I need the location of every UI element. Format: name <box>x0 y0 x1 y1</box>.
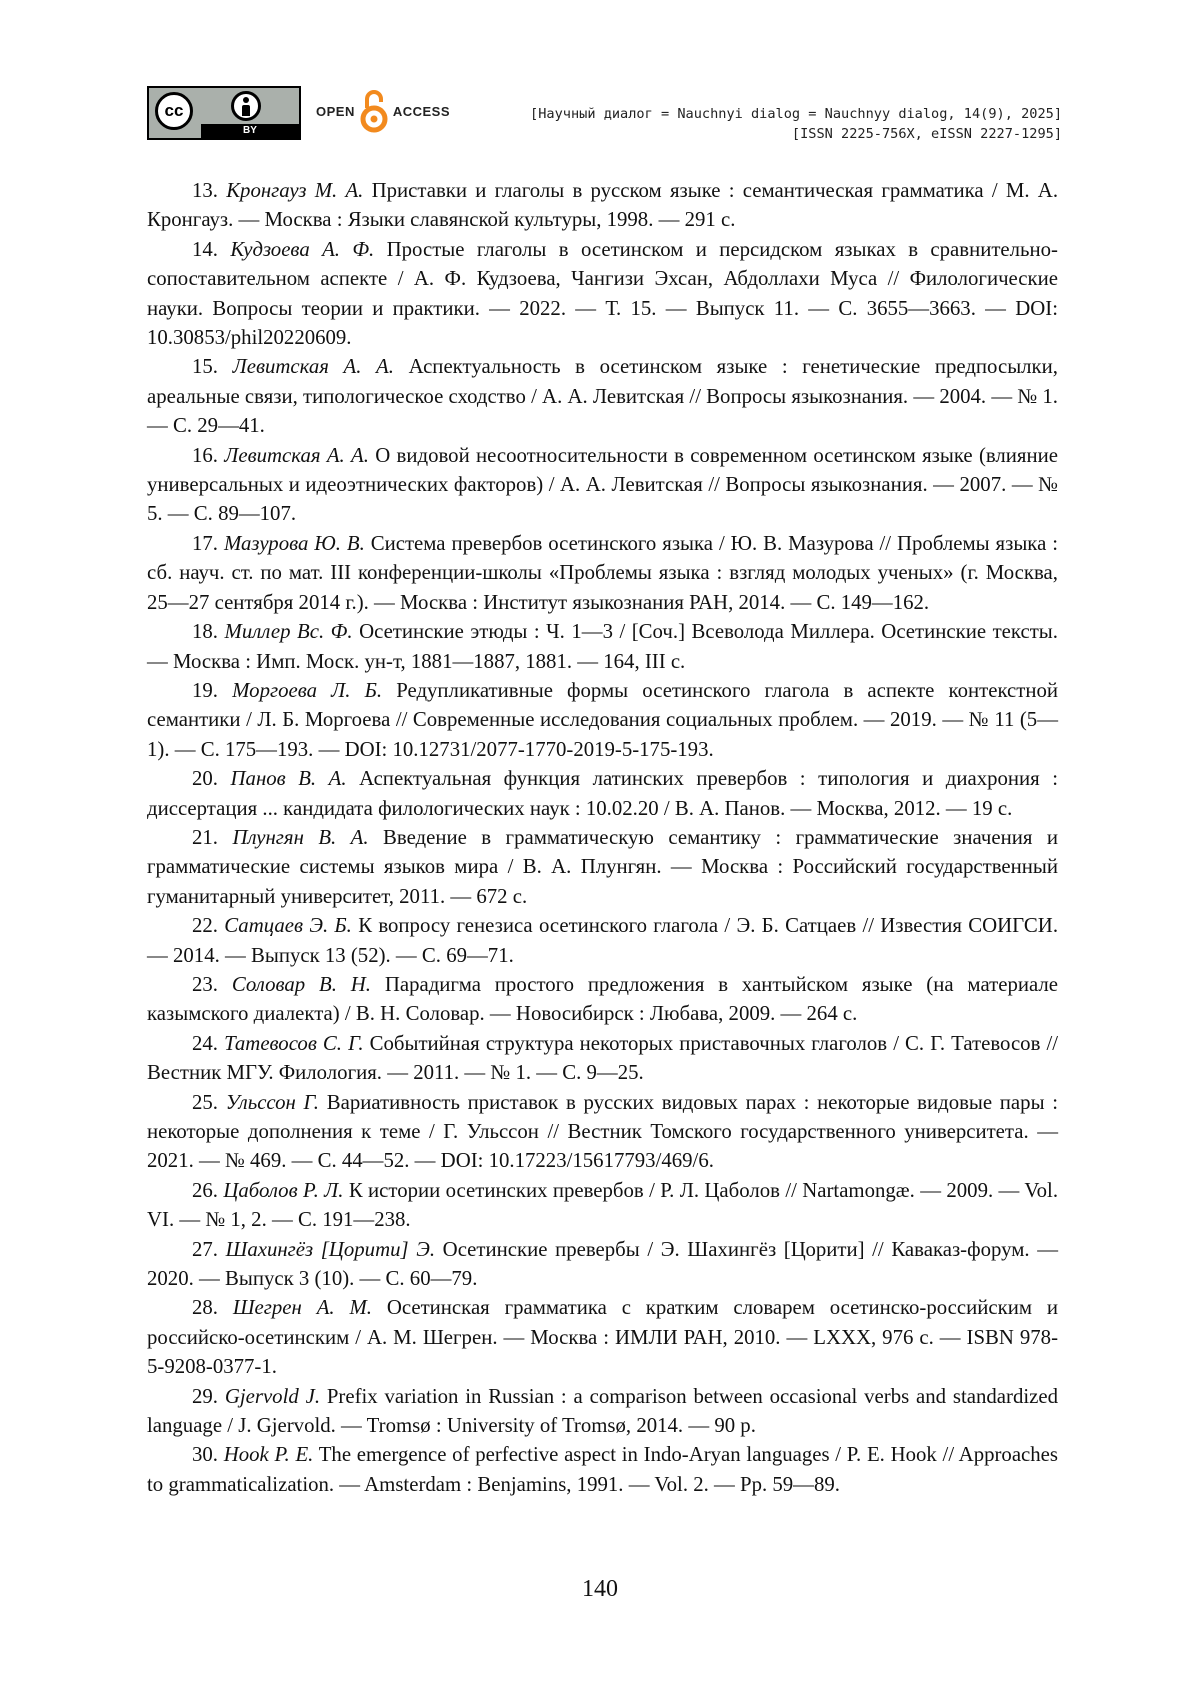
reference-number: 27. <box>192 1237 218 1261</box>
reference-text: Аспектуальность в осетинском языке : генетические предпосылки, ареальные связи, типологическое сходство / А. А. Левитская // Вопросы языкознания. — 2004. — № 1. — С. 29—41. <box>147 355 1058 438</box>
reference-author: Моргоева Л. Б. <box>232 678 383 702</box>
reference-item <box>147 1029 1058 1088</box>
reference-item <box>147 176 1058 235</box>
open-access-lock-icon <box>359 88 389 134</box>
reference-item <box>147 235 1058 353</box>
reference-item <box>147 823 1058 911</box>
reference-item <box>147 1235 1058 1294</box>
reference-author: Миллер Вс. Ф. <box>224 620 353 644</box>
reference-text: Prefix variation in Russian : a comparison between occasional verbs and standardized language / J. Gjervold. — Tromsø : University of Tromsø, 2014. — 90 p. <box>147 1384 1058 1438</box>
reference-author: Цаболов Р. Л. <box>223 1178 344 1202</box>
reference-number: 18. <box>192 620 218 644</box>
reference-author: Gjervold J. <box>224 1384 321 1408</box>
open-access-left-text: OPEN <box>316 103 355 119</box>
reference-author: Татевосов С. Г. <box>224 1031 364 1055</box>
by-label: BY <box>201 124 299 138</box>
reference-number: 13. <box>192 179 218 202</box>
reference-text: Парадигма простого предложения в хантыйском языке (на материале казымского диалекта) / В. Н. Соловар. — Новосибирск : Любава, 2009. — 264 с. <box>147 972 1059 1026</box>
reference-text: The emergence of perfective aspect in Indo-Aryan languages / P. E. Hook // Approaches to grammaticalization. — Amsterdam : Benjamins, 1991. — Vol. 2. — Pp. 59—89. <box>147 1443 1059 1496</box>
journal-citation-line-2: [ISSN 2225-756X, eISSN 2227-1295] <box>791 126 1062 142</box>
reference-number: 16. <box>192 443 218 467</box>
reference-number: 30. <box>192 1443 218 1467</box>
reference-author: Плунгян В. А. <box>232 825 369 849</box>
reference-number: 25. <box>192 1090 218 1114</box>
reference-text: Редупликативные формы осетинского глагола в аспекте контекстной семантики / Л. Б. Моргоева // Современные исследования социальных проблем. — 2019. — № 11 (5—1). — С. 175—193. — DOI: 10.12731/2077-1770-2019-5-175-193. <box>147 678 1059 761</box>
open-access-right-text: ACCESS <box>392 103 451 119</box>
cc-icon <box>155 92 193 130</box>
reference-item <box>147 1088 1058 1176</box>
reference-text: Осетинские этюды : Ч. 1—3 / [Соч.] Всеволода Миллера. Осетинские тексты. — Москва : Имп. Моск. ун-т, 1881—1887, 1881. — 164, III с. <box>147 620 1058 673</box>
reference-text: Событийная структура некоторых приставочных глаголов / С. Г. Татевосов // Вестник МГУ. Филология. — 2011. — № 1. — С. 9—25. <box>147 1031 1059 1085</box>
reference-list <box>147 176 1058 1499</box>
reference-number: 14. <box>192 237 218 261</box>
cc-icon-label: cc <box>164 101 184 120</box>
reference-author: Кронгауз М. А. <box>226 179 364 202</box>
reference-author: Левитская А. А. <box>224 443 369 467</box>
reference-number: 20. <box>192 767 218 791</box>
reference-number: 22. <box>192 914 218 938</box>
reference-number: 17. <box>192 531 218 555</box>
reference-text: Приставки и глаголы в русском языке : семантическая грамматика / М. А. Кронгауз. — Москва : Языки славянской культуры, 1998. — 291 с. <box>147 179 1059 232</box>
reference-text: К истории осетинских превербов / Р. Л. Цаболов // Nartamongæ. — 2009. — Vol. VI. — № 1, 2. — С. 191—238. <box>147 1178 1059 1232</box>
open-access-logo[interactable] <box>316 86 450 136</box>
reference-text: Система превербов осетинского языка / Ю. В. Мазурова // Проблемы языка : сб. науч. ст. по мат. III конференции-школы «Проблемы языка : взгляд молодых ученых» (г. Москва, 25—27 сентября 2014 г.). — Москва : Институт языкознания РАН, 2014. — С. 149—162. <box>147 531 1059 614</box>
reference-number: 26. <box>192 1178 218 1202</box>
reference-author: Ульссон Г. <box>225 1090 320 1114</box>
page-number: 140 <box>582 1576 618 1602</box>
reference-item <box>147 911 1058 970</box>
reference-text: Простые глаголы в осетинском и персидском языках в сравнительно-сопоставительном аспекте / А. Ф. Кудзоева, Чангизи Эхсан, Абдоллахи Муса // Филологические науки. Вопросы теории и практики. — 2022. — Т. 15. — Выпуск 11. — С. 3655—3663. — DOI: 10.30853/phil20220609. <box>147 237 1058 350</box>
reference-number: 23. <box>192 972 218 996</box>
reference-number: 29. <box>192 1384 218 1408</box>
reference-item <box>147 970 1058 1029</box>
reference-text: Введение в грамматическую семантику : грамматические значения и грамматические системы языков мира / В. А. Плунгян. — Москва : Российский государственный гуманитарный университет, 2011. — 672 с. <box>147 825 1058 908</box>
reference-text: Осетинские превербы / Э. Шахингёз [Цорити] // Каваказ-форум. — 2020. — Выпуск 3 (10). — С. 60—79. <box>147 1237 1059 1291</box>
reference-author: Кудзоева А. Ф. <box>230 237 375 261</box>
attribution-person-icon <box>231 91 261 121</box>
reference-item <box>147 1440 1058 1499</box>
reference-author: Левитская А. А. <box>232 355 394 379</box>
reference-item <box>147 1176 1058 1235</box>
reference-text: Осетинская грамматика с кратким словарем осетинско-российским и российско-осетинским / А. М. Шегрен. — Москва : ИМЛИ РАН, 2010. — LXXX, 976 с. — ISBN 978-5-9208-0377-1. <box>147 1296 1058 1379</box>
reference-item <box>147 1293 1058 1381</box>
reference-text: К вопросу генезиса осетинского глагола / Э. Б. Сатцаев // Известия СОИГСИ. — 2014. — Выпуск 13 (52). — С. 69—71. <box>147 914 1059 967</box>
reference-number: 24. <box>192 1031 218 1055</box>
reference-author: Hook P. E. <box>223 1443 314 1467</box>
reference-author: Соловар В. Н. <box>231 972 371 996</box>
reference-number: 15. <box>192 355 218 379</box>
reference-item <box>147 764 1058 823</box>
reference-author: Панов В. А. <box>230 767 347 791</box>
reference-number: 28. <box>192 1296 218 1320</box>
reference-item <box>147 529 1058 617</box>
reference-item <box>147 1382 1058 1441</box>
journal-citation <box>530 104 1062 144</box>
reference-number: 19. <box>192 678 218 702</box>
reference-item <box>147 352 1058 440</box>
reference-text: О видовой несоотносительности в современном осетинском языке (влияние универсальных и идеоэтнических факторов) / А. А. Левитская // Вопросы языкознания. — 2007. — № 5. — С. 89—107. <box>147 443 1058 526</box>
journal-citation-line-1: [Научный диалог = Nauchnyi dialog = Nauchnyy dialog, 14(9), 2025] <box>530 106 1062 122</box>
reference-text: Аспектуальная функция латинских превербов : типология и диахрония : диссертация ... кандидата филологических наук : 10.02.20 / В. А. Панов. — Москва, 2012. — 19 с. <box>147 767 1059 820</box>
reference-item <box>147 617 1058 676</box>
cc-by-license-badge[interactable] <box>147 86 301 140</box>
reference-author: Сатцаев Э. Б. <box>224 914 352 938</box>
reference-number: 21. <box>192 825 218 849</box>
reference-author: Мазурова Ю. В. <box>223 531 365 555</box>
reference-item <box>147 441 1058 529</box>
reference-author: Шегрен А. М. <box>232 1296 372 1320</box>
reference-item <box>147 676 1058 764</box>
reference-text: Вариативность приставок в русских видовых парах : некоторые видовые пары : некоторые дополнения к теме / Г. Ульссон // Вестник Томского государственного университета. — 2021. — № 469. — С. 44—52. — DOI: 10.17223/15617793/469/6. <box>147 1090 1059 1173</box>
reference-author: Шахингёз [Цорити] Э. <box>225 1237 436 1261</box>
